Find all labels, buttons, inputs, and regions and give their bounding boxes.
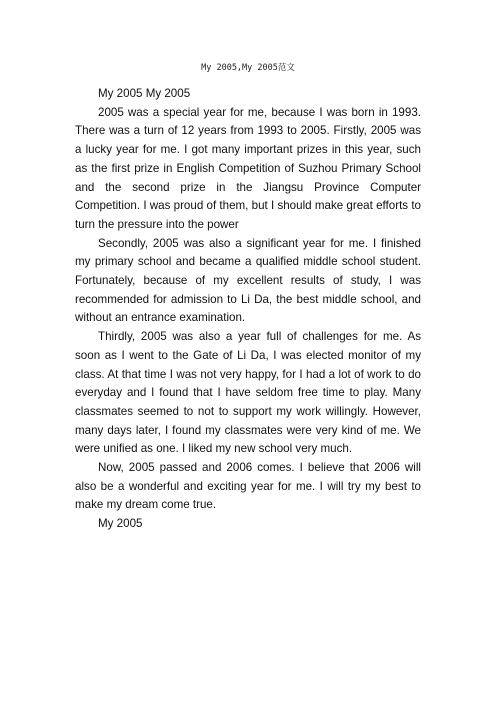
closing-line: My 2005: [98, 517, 143, 531]
paragraph-intro: 2005 was a special year for me, because I was born in 1993. There was a turn of 12 years from 1993 to 2005. Firstly, 2005 was a lucky year for me. I got many important prizes in this year, such as the first prize in English Competition of Suzhou Primary School and the second prize in the Jiangsu Province Computer Competition. I was proud of them, but I should make great efforts to turn the pressure into the power: [75, 105, 421, 231]
paragraph-thirdly: Thirdly, 2005 was also a year full of challenges for me. As soon as I went to the Gate of Li Da, I was elected monitor of my class. At that time I was not very happy, for I had a lot of work to do everyday and I found that I have seldom free time to play. Many classmates seemed to not to support my work willingly. However, many days later, I found my classmates were very kind of me. We were unified as one. I liked my new school very much.: [75, 330, 421, 456]
paragraph-secondly: Secondly, 2005 was also a significant year for me. I finished my primary school and became a qualified middle school student. Fortunately, because of my excellent results of study, I was recommended for admission to Li Da, the best middle school, and without an entrance examination.: [75, 236, 421, 325]
essay-title-line: My 2005 My 2005: [98, 87, 191, 100]
page-header: My 2005,My 2005范文: [201, 63, 295, 73]
paragraph-conclusion: Now, 2005 passed and 2006 comes. I believe that 2006 will also be a wonderful and exciting year for me. I will try my best to make my dream come true.: [75, 461, 421, 512]
document-body: [75, 85, 421, 534]
